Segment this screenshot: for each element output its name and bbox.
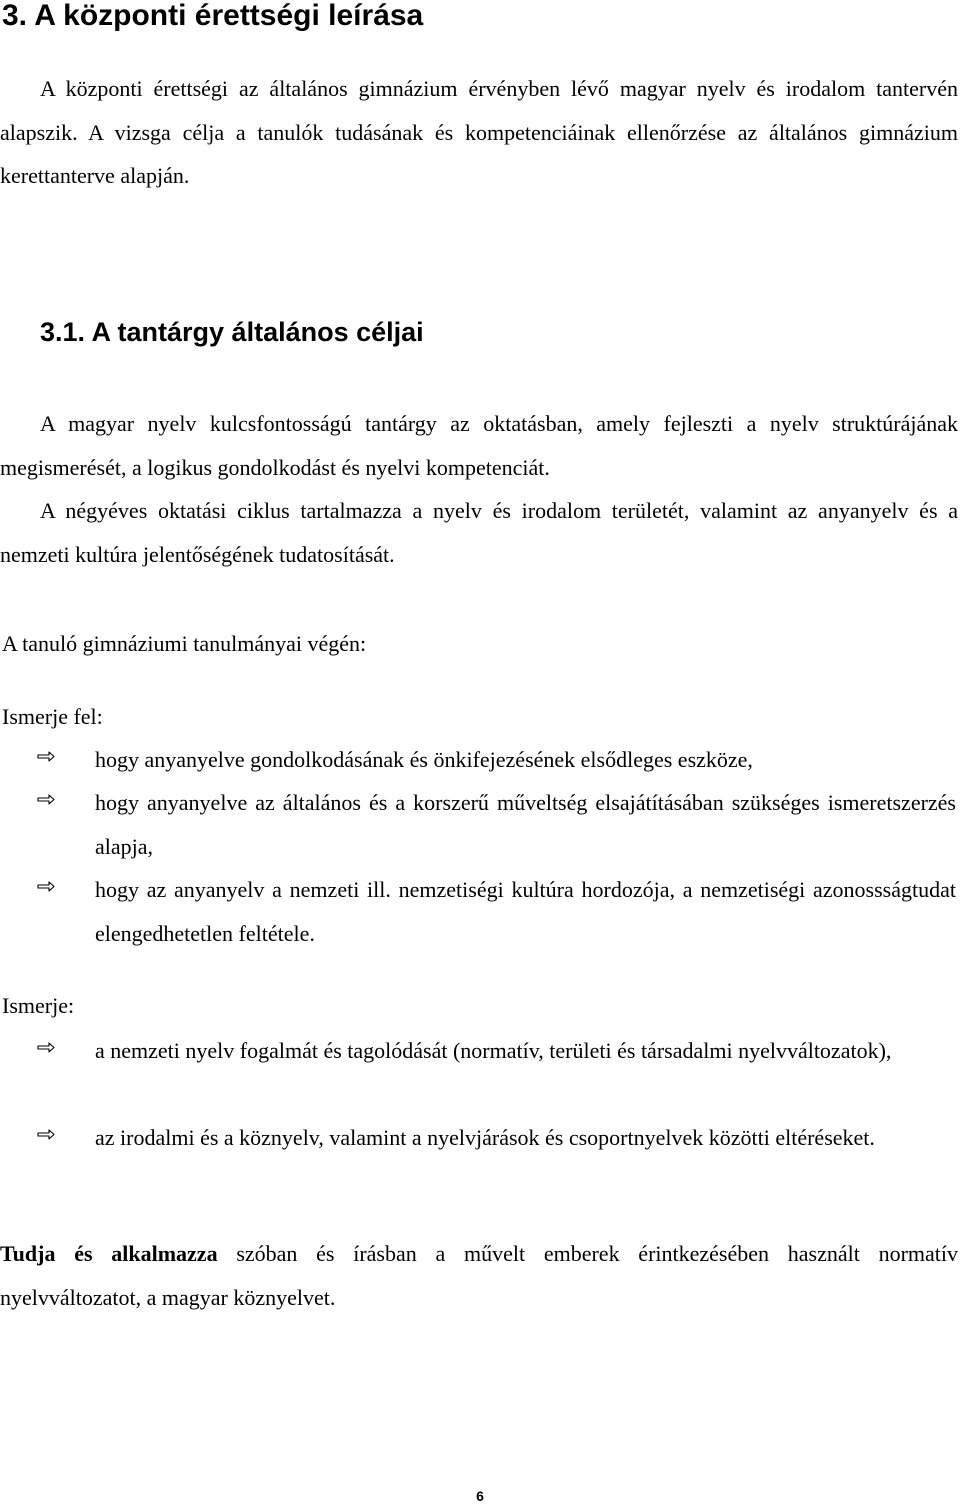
subsection-paragraph-1: A magyar nyelv kulcsfontosságú tantárgy az oktatásban, amely fejleszti a nyelv struktúrájának megismerését, a logikus gondolkodást és nyelvi kompetenciát. [0, 411, 958, 480]
know-label: Ismerje: [2, 993, 75, 1018]
hollow-arrow-icon [36, 876, 84, 896]
apply-text: szóban és írásban a művelt emberek érintkezésében használt normatív nyelvváltozatot, a magyar köznyelvet. [0, 1241, 958, 1310]
intro-paragraph: A központi érettségi az általános gimnázium érvényben lévő magyar nyelv és irodalom tantervén alapszik. A vizsga célja a tanulók tudásának és kompetenciáinak ellenőrzése az általános gimnázium kerettanterve alapján. [0, 76, 958, 188]
list-item-text: a nemzeti nyelv fogalmát és tagolódását (normatív, területi és társadalmi nyelvváltozatok), [95, 1038, 892, 1063]
recognize-label: Ismerje fel: [2, 704, 103, 729]
hollow-arrow-icon [36, 1037, 84, 1057]
list-item-text: hogy az anyanyelv a nemzeti ill. nemzetiségi kultúra hordozója, a nemzetiségi azonossságtudat elengedhetetlen feltétele. [95, 877, 956, 946]
list-item-text: hogy anyanyelve gondolkodásának és önkifejezésének elsődleges eszköze, [95, 747, 753, 772]
subsection-title: 3.1. A tantárgy általános céljai [40, 317, 424, 347]
page-number: 6 [476, 1488, 484, 1504]
list-item-text: az irodalmi és a köznyelv, valamint a nyelvjárások és csoportnyelvek közötti eltéréseket. [95, 1125, 875, 1150]
hollow-arrow-icon [36, 1124, 84, 1144]
hollow-arrow-icon [36, 746, 84, 766]
subsection-paragraph-2: A négyéves oktatási ciklus tartalmazza a nyelv és irodalom területét, valamint az anyanyelv és a nemzeti kultúra jelentőségének tudatosítását. [0, 498, 958, 567]
list-item-text: hogy anyanyelve az általános és a korszerű műveltség elsajátításában szükséges ismeretszerzés alapja, [95, 790, 956, 859]
hollow-arrow-icon [36, 789, 84, 809]
section-title: 3. A központi érettségi leírása [2, 0, 424, 32]
apply-lead: Tudja és alkalmazza [0, 1241, 218, 1266]
goals-heading: A tanuló gimnáziumi tanulmányai végén: [2, 631, 367, 656]
apply-paragraph [0, 1232, 958, 1319]
